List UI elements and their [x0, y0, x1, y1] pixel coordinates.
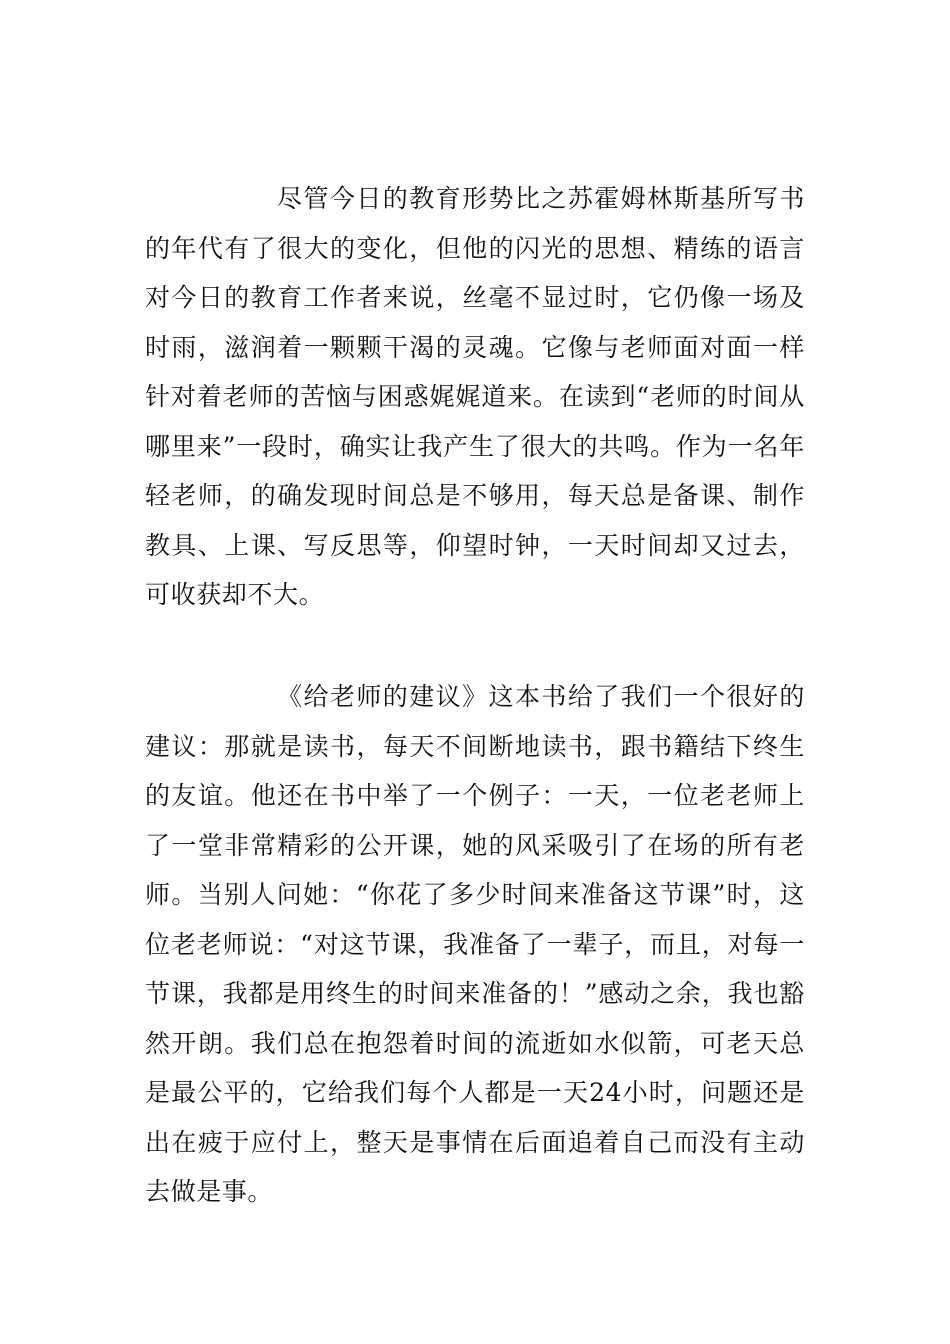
paragraph-1: 尽管今日的教育形势比之苏霍姆林斯基所写书的年代有了很大的变化，但他的闪光的思想、精练的语言对今日的教育工作者来说，丝毫不显过时，它仍像一场及时雨，滋润着一颗颗干渴的灵魂。它像与老师面对面一样针对着老师的苦恼与困惑娓娓道来。在读到“老师的时间从哪里来”一段时，确实让我产生了很大的共鸣。作为一名年轻老师，的确发现时间总是不够用，每天总是备课、制作教具、上课、写反思等，仰望时钟，一天时间却又过去，可收获却不大。	[145, 184, 805, 609]
paragraph-2: 《给老师的建议》这本书给了我们一个很好的建议：那就是读书，每天不间断地读书，跟书籍结下终生的友谊。他还在书中举了一个例子：一天，一位老老师上了一堂非常精彩的公开课，她的风采吸引了在场的所有老师。当别人问她：“你花了多少时间来准备这节课”时，这位老老师说：“对这节课，我准备了一辈子，而且，对每一节课，我都是用终生的时间来准备的！”感动之余，我也豁然开朗。我们总在抱怨着时间的流逝如水似箭，可老天总是最公平的，它给我们每个人都是一天24小时，问题还是出在疲于应付上，整天是事情在后面追着自己而没有主动去做是事。	[145, 682, 805, 1206]
